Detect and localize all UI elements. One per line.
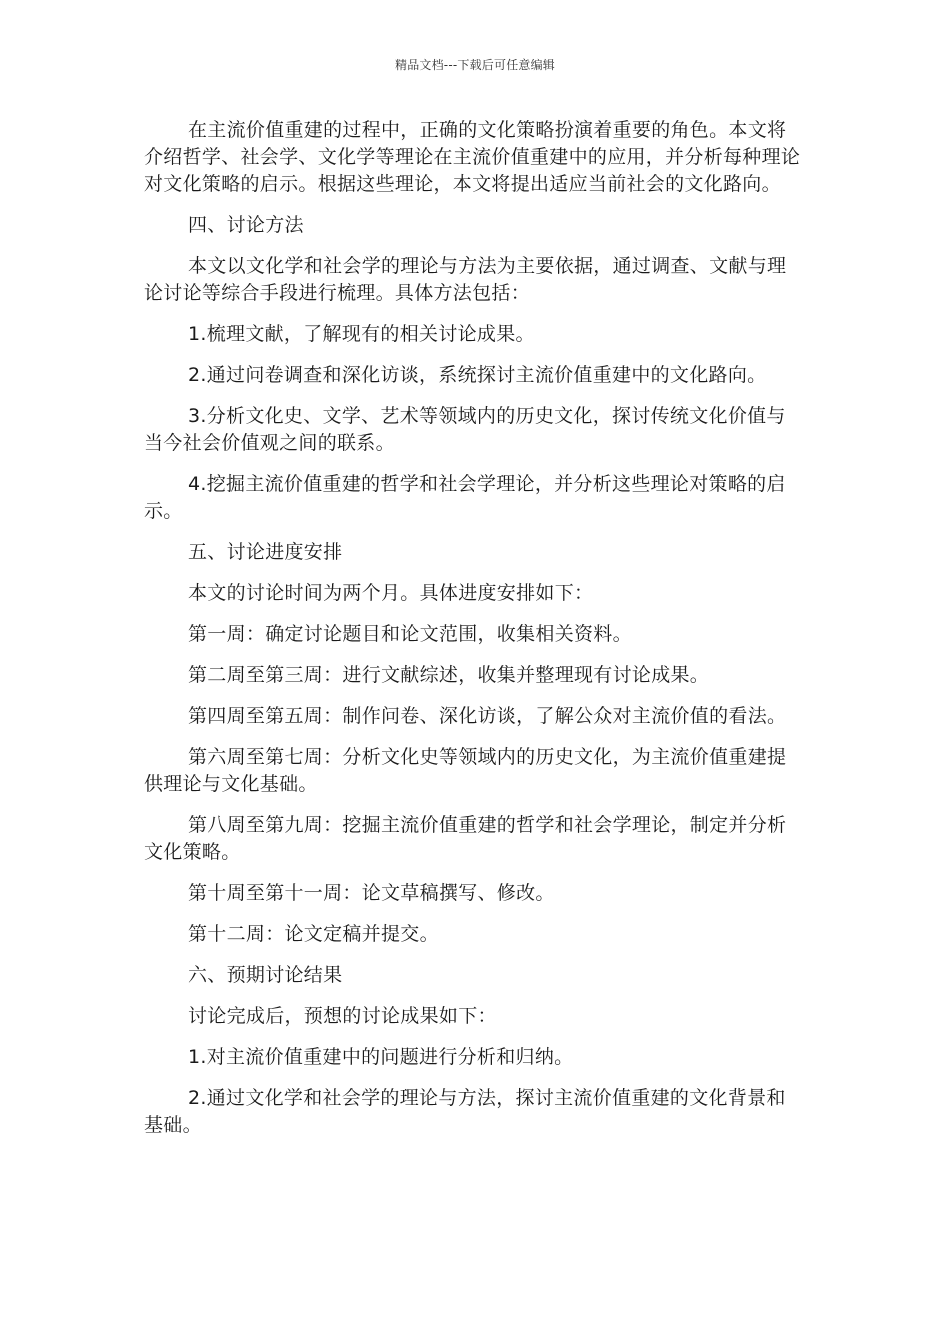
document-body xyxy=(144,117,804,1153)
section-heading: 六、预期讨论结果 xyxy=(188,964,343,986)
paragraph: 本文以文化学和社会学的理论与方法为主要依据，通过调查、文献与理论讨论等综合手段进行梳理。具体方法包括： xyxy=(144,255,787,304)
schedule-item: 第十二周：论文定稿并提交。 xyxy=(188,923,439,945)
schedule-item: 第六周至第七周：分析文化史等领域内的历史文化，为主流价值重建提供理论与文化基础。 xyxy=(144,746,787,795)
schedule-item: 第八周至第九周：挖掘主流价值重建的哲学和社会学理论，制定并分析文化策略。 xyxy=(144,814,787,863)
list-item: 3.分析文化史、文学、艺术等领域内的历史文化，探讨传统文化价值与当今社会价值观之间的联系。 xyxy=(144,405,786,454)
list-item: 1.对主流价值重建中的问题进行分析和归纳。 xyxy=(188,1046,574,1068)
paragraph: 本文的讨论时间为两个月。具体进度安排如下： xyxy=(188,582,594,604)
list-item: 2.通过问卷调查和深化访谈，系统探讨主流价值重建中的文化路向。 xyxy=(188,364,767,386)
paragraph: 讨论完成后，预想的讨论成果如下： xyxy=(188,1005,497,1027)
section-heading: 四、讨论方法 xyxy=(188,214,304,236)
list-item: 2.通过文化学和社会学的理论与方法，探讨主流价值重建的文化背景和基础。 xyxy=(144,1087,786,1136)
paragraph: 在主流价值重建的过程中，正确的文化策略扮演着重要的角色。本文将介绍哲学、社会学、文化学等理论在主流价值重建中的应用，并分析每种理论对文化策略的启示。根据这些理论，本文将提出适应当前社会的文化路向。 xyxy=(144,119,801,195)
list-item: 4.挖掘主流价值重建的哲学和社会学理论，并分析这些理论对策略的启示。 xyxy=(144,473,786,522)
section-heading: 五、讨论进度安排 xyxy=(188,541,343,563)
list-item: 1.梳理文献，了解现有的相关讨论成果。 xyxy=(188,323,535,345)
schedule-item: 第二周至第三周：进行文献综述，收集并整理现有讨论成果。 xyxy=(188,664,710,686)
schedule-item: 第一周：确定讨论题目和论文范围，收集相关资料。 xyxy=(188,623,632,645)
schedule-item: 第十周至第十一周：论文草稿撰写、修改。 xyxy=(188,882,555,904)
page-header: 精品文档---下载后可任意编辑 xyxy=(395,58,555,72)
schedule-item: 第四周至第五周：制作问卷、深化访谈，了解公众对主流价值的看法。 xyxy=(188,705,787,727)
